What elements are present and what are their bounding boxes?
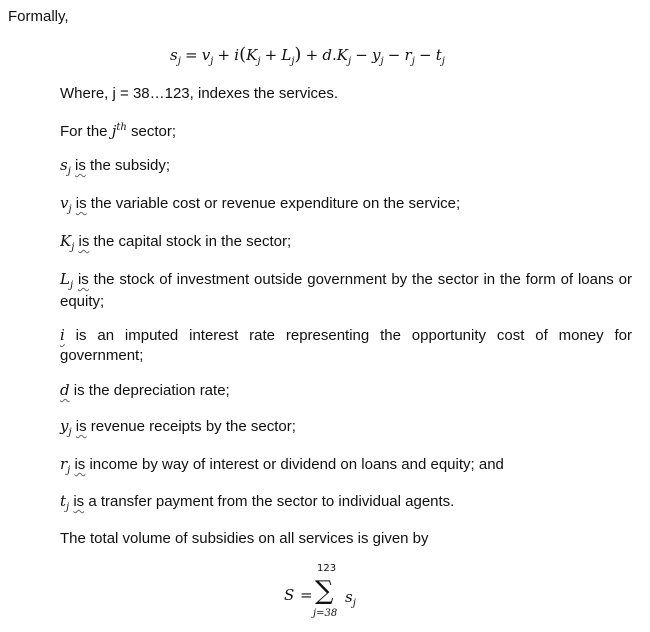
total-line: The total volume of subsidies on all services is given by: [60, 530, 429, 547]
definition-d: d is the depreciation rate;: [60, 381, 230, 399]
definition-k: $K_j$ is the capital stock in the sector;: [60, 232, 292, 253]
intro-text: Formally,: [8, 8, 69, 25]
definition-v: $v_j$ is the variable cost or revenue expenditure on the service;: [60, 194, 461, 215]
definition-y: $y_j$ is revenue receipts by the sector;: [60, 417, 296, 438]
definition-s: $s_j$ is the subsidy;: [60, 156, 171, 177]
subsidy-equation: $s_j = v_j + i(K_j + L_j) + d.K_j - y_j - r_j - t_j$: [170, 44, 445, 67]
definition-i: i is an imputed interest rate representing the opportunity cost of money for government;: [60, 326, 632, 364]
definition-l: $L_j$ is the stock of investment outside government by the sector in the form of loans or equity;: [60, 270, 632, 310]
where-line: Where, j = 38…123, indexes the services.: [60, 85, 339, 102]
sector-line: For the $j^{th}$ sector;: [60, 122, 176, 140]
definition-t: $t_j$ is a transfer payment from the sector to individual agents.: [60, 492, 455, 513]
definition-r: $r_j$ is income by way of interest or dividend on loans and equity; and: [60, 455, 504, 476]
